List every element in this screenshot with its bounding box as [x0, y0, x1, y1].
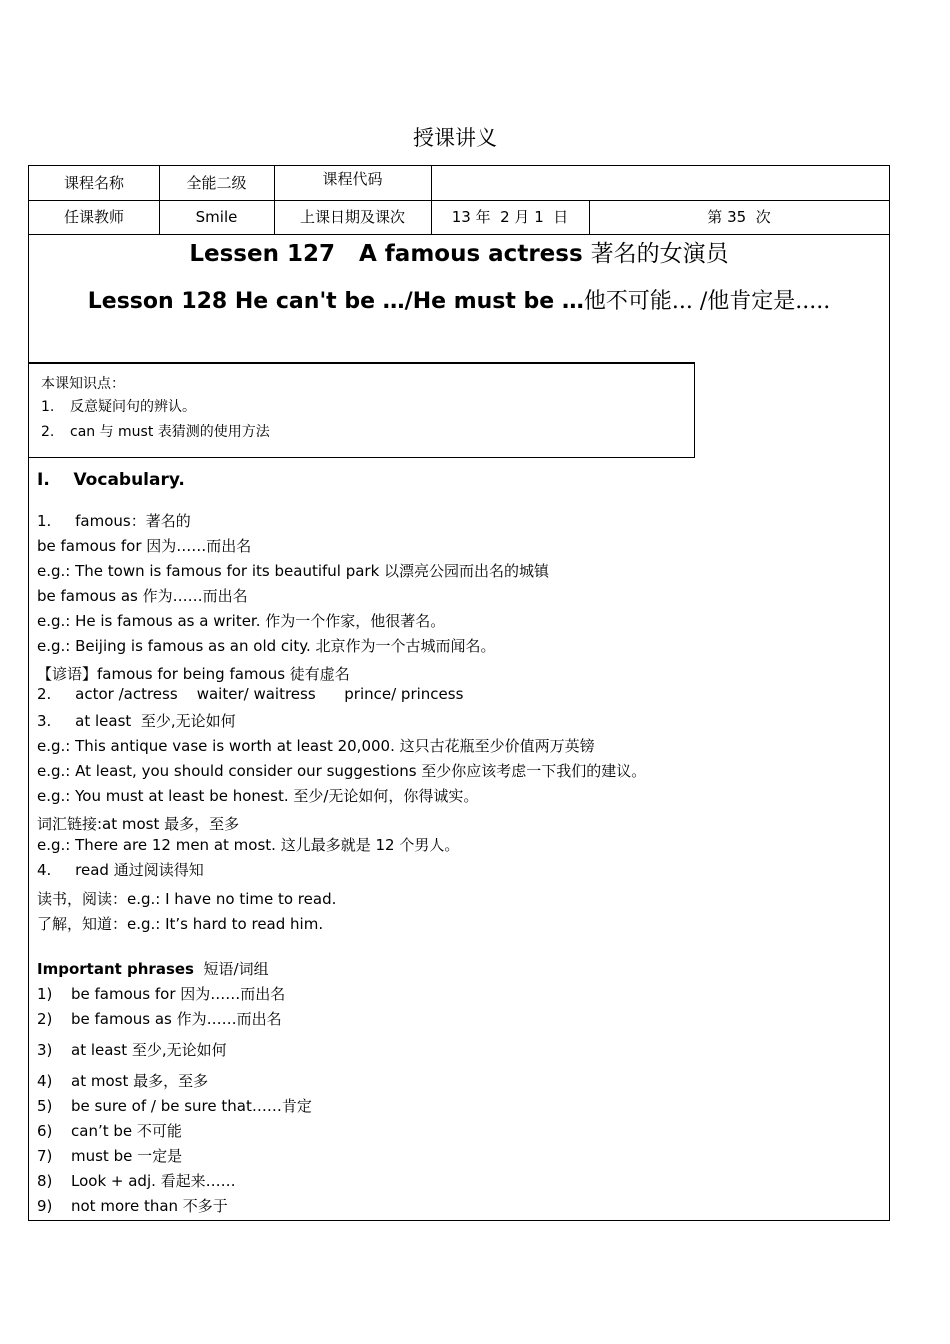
phrase-item: 2) be famous as 作为……而出名: [37, 1010, 282, 1028]
vocab-line: 读书，阅读：e.g.: I have no time to read.: [37, 890, 337, 908]
vocab-line: 【谚语】famous for being famous 徒有虚名: [37, 665, 350, 683]
lesson-title-2-cn: 他不可能... /他肯定是.....: [583, 289, 831, 314]
phrase-item: 7) must be 一定是: [37, 1147, 183, 1165]
knowledge-item: 1. 反意疑问句的辨认。: [41, 399, 196, 415]
lesson-title-1: [28, 235, 890, 268]
course-info-table: [28, 165, 890, 235]
knowledge-item: 2. can 与 must 表猜测的使用方法: [41, 424, 270, 440]
vocab-line: e.g.: This antique vase is worth at least 20,000. 这只古花瓶至少价值两万英镑: [37, 737, 595, 755]
phrase-item: 6) can’t be 不可能: [37, 1122, 182, 1140]
course-name-value: 全能二级: [186, 174, 247, 192]
phrase-item: 4) at most 最多，至多: [37, 1072, 209, 1090]
course-code-label: 课程代码: [322, 170, 383, 188]
vocabulary-heading: I. Vocabulary.: [37, 470, 185, 490]
vocab-line: be famous for 因为……而出名: [37, 537, 252, 555]
session-value: 第 35 次: [707, 208, 771, 226]
phrase-item: 5) be sure of / be sure that……肯定: [37, 1097, 312, 1115]
vocab-line: e.g.: You must at least be honest. 至少/无论如何，你得诚实。: [37, 787, 479, 805]
phrase-item: 3) at least 至少,无论如何: [37, 1041, 227, 1059]
course-name-label: 课程名称: [63, 174, 124, 192]
phrases-heading: Important phrases 短语/词组: [37, 960, 269, 978]
vocab-line: 1. famous：著名的: [37, 512, 191, 530]
document-title: 授课讲义: [413, 126, 497, 150]
vocab-line: 3. at least 至少,无论如何: [37, 712, 236, 730]
vocab-line: 4. read 通过阅读得知: [37, 861, 204, 879]
date-label: 上课日期及课次: [299, 208, 405, 226]
vocab-line: e.g.: The town is famous for its beautiful park 以漂亮公园而出名的城镇: [37, 562, 550, 580]
date-value: 13 年 2 月 1 日: [451, 208, 569, 226]
lesson-title-1-cn: 著名的女演员: [590, 241, 729, 267]
phrase-item: 8) Look + adj. 看起来……: [37, 1172, 236, 1190]
vocab-line: 2. actor /actress waiter/ waitress prince/ princess: [37, 685, 464, 703]
vocab-line: e.g.: Beijing is famous as an old city. 北京作为一个古城而闻名。: [37, 637, 496, 655]
lesson-title-2-en: Lesson 128 He can't be …/He must be …: [87, 289, 584, 314]
lesson-title-1-en: Lessen 127 A famous actress: [189, 241, 583, 267]
vocab-line: e.g.: He is famous as a writer. 作为一个作家，他很著名。: [37, 612, 446, 630]
teacher-label: 任课教师: [63, 208, 124, 226]
vocab-line: e.g.: At least, you should consider our suggestions 至少你应该考虑一下我们的建议。: [37, 762, 647, 780]
course-code-value: [431, 166, 889, 200]
teacher-value: Smile: [195, 208, 238, 226]
vocab-line: 词汇链接:at most 最多，至多: [37, 815, 240, 833]
lesson-title-2: [28, 284, 890, 315]
phrase-item: 1) be famous for 因为……而出名: [37, 985, 286, 1003]
phrase-item: 9) not more than 不多于: [37, 1197, 228, 1215]
vocab-line: e.g.: There are 12 men at most. 这儿最多就是 12 个男人。: [37, 836, 460, 854]
vocab-line: 了解，知道：e.g.: It’s hard to read him.: [37, 915, 324, 933]
vocab-line: be famous as 作为……而出名: [37, 587, 248, 605]
knowledge-heading: 本课知识点：: [41, 376, 125, 392]
